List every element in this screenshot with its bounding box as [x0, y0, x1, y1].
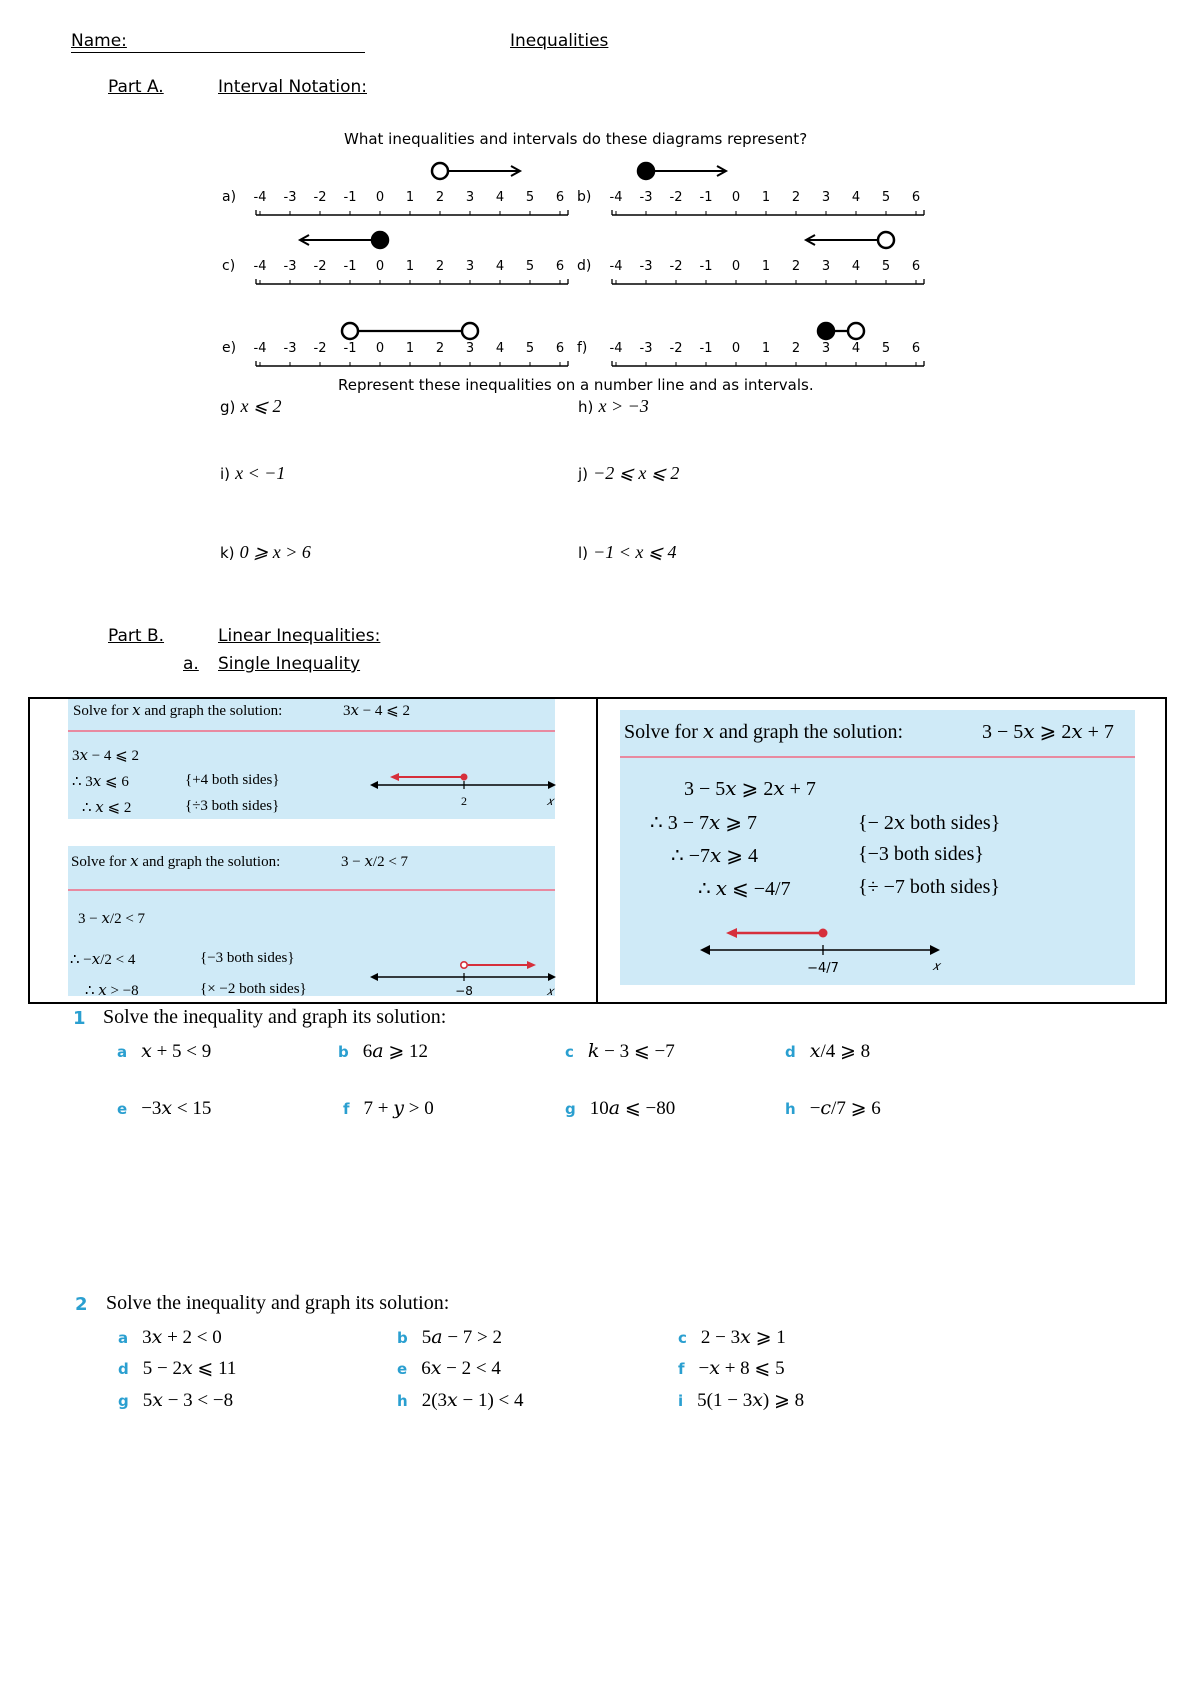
- example-2-divider: [68, 889, 555, 891]
- tick-label: 2: [435, 259, 445, 274]
- ineq-h: h) x > −3: [578, 396, 649, 416]
- tick-label: -1: [343, 341, 357, 356]
- q1-item-d: d 𝑥/4 ⩾ 8: [785, 1041, 871, 1062]
- table-divider: [596, 697, 598, 1002]
- diagram-label: f): [577, 340, 588, 356]
- tick-label: -1: [343, 259, 357, 274]
- diagram-label: c): [222, 258, 236, 274]
- ex3-line-2: ∴ 3 − 7𝑥 ⩾ 7: [650, 812, 758, 834]
- q1-item-a: a 𝑥 + 5 < 9: [117, 1041, 212, 1062]
- tick-label: -4: [253, 259, 267, 274]
- tick-label: 1: [405, 259, 415, 274]
- ineq-j: j) −2 ⩽ x ⩽ 2: [578, 463, 680, 483]
- tick-label: 5: [881, 190, 891, 205]
- tick-label: -3: [283, 190, 297, 205]
- tick-label: -2: [313, 190, 327, 205]
- example-3-problem: 3 − 5𝑥 ⩾ 2𝑥 + 7: [982, 721, 1114, 743]
- tick-label: 0: [731, 341, 741, 356]
- ex1-tick-label: 2: [461, 794, 467, 808]
- tick-label: 6: [555, 259, 565, 274]
- diagram-label: b): [577, 189, 592, 205]
- part-a-instruction: What inequalities and intervals do these diagrams represent?: [344, 130, 808, 148]
- tick-label: 3: [465, 341, 475, 356]
- ex3-line-3: ∴ −7𝑥 ⩾ 4: [671, 845, 759, 867]
- ex1-line-2: ∴ 3𝑥 ⩽ 6: [72, 774, 129, 790]
- ex2-tick-label: −8: [455, 984, 473, 998]
- ex2-reason-2: {−3 both sides}: [200, 950, 295, 966]
- part-b-sub-title: Single Inequality: [218, 654, 361, 674]
- tick-label: 0: [375, 259, 385, 274]
- example-3-graph: [700, 920, 950, 980]
- ex2-line-3: ∴ 𝑥 > −8: [85, 983, 139, 999]
- tick-label: -1: [699, 190, 713, 205]
- ex3-reason-2: {− 2𝑥 both sides}: [858, 812, 1001, 834]
- tick-label: -2: [313, 341, 327, 356]
- ineq-k: k) 0 ⩾ x > 6: [220, 542, 311, 562]
- tick-label: 1: [405, 190, 415, 205]
- tick-label: -2: [313, 259, 327, 274]
- tick-label: -1: [343, 190, 357, 205]
- tick-label: -3: [639, 190, 653, 205]
- q2-number: 2: [75, 1294, 88, 1315]
- ex1-reason-3: {÷3 both sides}: [185, 798, 280, 814]
- tick-label: 2: [791, 190, 801, 205]
- q2-item-g: g 5𝑥 − 3 < −8: [118, 1390, 234, 1411]
- example-1-graph: [370, 765, 560, 815]
- tick-label: 6: [911, 259, 921, 274]
- ex3-axis-label: 𝑥: [932, 959, 940, 974]
- example-3-prompt: Solve for 𝑥 and graph the solution:: [624, 721, 904, 743]
- number-line-b: [577, 163, 924, 215]
- q1-title: Solve the inequality and graph its solution:: [103, 1006, 447, 1028]
- q2-item-f: f −𝑥 + 8 ⩽ 5: [678, 1358, 785, 1379]
- open-endpoint: [848, 323, 864, 339]
- q2-item-d: d 5 − 2𝑥 ⩽ 11: [118, 1358, 237, 1379]
- open-endpoint: [432, 163, 448, 179]
- tick-label: 4: [851, 190, 861, 205]
- q2-item-b: b 5𝑎 − 7 > 2: [397, 1327, 503, 1348]
- q2-item-h: h 2(3𝑥 − 1) < 4: [397, 1390, 524, 1411]
- ineq-l: l) −1 < x ⩽ 4: [578, 542, 677, 562]
- tick-label: 5: [881, 341, 891, 356]
- tick-label: 4: [495, 341, 505, 356]
- number-line-a: [222, 163, 568, 215]
- q2-item-a: a 3𝑥 + 2 < 0: [118, 1327, 222, 1348]
- name-label: Name:: [71, 31, 127, 51]
- tick-label: -1: [699, 341, 713, 356]
- q1-item-f: f 7 + 𝑦 > 0: [343, 1098, 434, 1119]
- diagram-label: a): [222, 189, 237, 205]
- ex2-axis-label: 𝑥: [546, 984, 554, 998]
- tick-label: 4: [851, 341, 861, 356]
- diagram-label: d): [577, 258, 592, 274]
- q2-title: Solve the inequality and graph its solution:: [106, 1292, 450, 1314]
- number-line-d: [577, 232, 924, 284]
- ineq-g: g) x ⩽ 2: [220, 396, 282, 416]
- tick-label: 3: [821, 259, 831, 274]
- tick-label: 5: [525, 190, 535, 205]
- ex1-reason-2: {+4 both sides}: [185, 772, 280, 788]
- tick-label: -3: [639, 259, 653, 274]
- q1-item-g: g 10𝑎 ⩽ −80: [565, 1098, 676, 1119]
- ex2-line-2: ∴ −𝑥/2 < 4: [70, 952, 136, 968]
- example-1-prompt: Solve for 𝑥 and graph the solution:: [73, 703, 283, 719]
- tick-label: 3: [465, 190, 475, 205]
- tick-label: 1: [761, 259, 771, 274]
- ex2-line-1: 3 − 𝑥/2 < 7: [78, 911, 146, 927]
- page-title: Inequalities: [510, 31, 609, 51]
- q1-item-c: c 𝑘 − 3 ⩽ −7: [565, 1041, 675, 1062]
- tick-label: -2: [669, 341, 683, 356]
- tick-label: 6: [911, 341, 921, 356]
- open-endpoint: [462, 323, 478, 339]
- part-a-label: Part A.: [108, 77, 164, 97]
- q1-item-e: e −3𝑥 < 15: [117, 1098, 212, 1119]
- q2-item-c: c 2 − 3𝑥 ⩾ 1: [678, 1327, 786, 1348]
- ex2-reason-3: {× −2 both sides}: [200, 981, 307, 997]
- tick-label: -4: [609, 341, 623, 356]
- tick-label: 4: [495, 190, 505, 205]
- tick-label: -4: [609, 190, 623, 205]
- tick-label: 5: [525, 259, 535, 274]
- number-line-c: [222, 232, 568, 284]
- tick-label: 3: [465, 259, 475, 274]
- ex1-axis-label: 𝑥: [546, 794, 554, 808]
- tick-label: 2: [791, 259, 801, 274]
- q1-item-h: h −𝑐/7 ⩾ 6: [785, 1098, 881, 1119]
- example-2-prompt: Solve for 𝑥 and graph the solution:: [71, 854, 281, 870]
- tick-label: -2: [669, 259, 683, 274]
- tick-label: 1: [761, 190, 771, 205]
- open-endpoint: [878, 232, 894, 248]
- tick-label: 6: [555, 190, 565, 205]
- q2-item-i: i 5(1 − 3𝑥) ⩾ 8: [678, 1390, 805, 1411]
- tick-label: 3: [821, 190, 831, 205]
- tick-label: 3: [821, 341, 831, 356]
- q1-number: 1: [73, 1008, 86, 1029]
- tick-label: 1: [405, 341, 415, 356]
- ex3-line-1: 3 − 5𝑥 ⩾ 2𝑥 + 7: [684, 778, 816, 800]
- closed-endpoint: [372, 232, 388, 248]
- closed-endpoint: [818, 323, 834, 339]
- example-2-graph: [370, 955, 560, 999]
- tick-label: -3: [283, 341, 297, 356]
- tick-label: 2: [435, 190, 445, 205]
- tick-label: -1: [699, 259, 713, 274]
- ex3-tick-label: −4/7: [807, 961, 839, 976]
- number-line-diagrams: [0, 0, 1200, 380]
- tick-label: 5: [881, 259, 891, 274]
- q2-item-e: e 6𝑥 − 2 < 4: [397, 1358, 501, 1379]
- ex1-line-1: 3𝑥 − 4 ⩽ 2: [72, 748, 139, 764]
- tick-label: 4: [851, 259, 861, 274]
- part-a-title: Interval Notation:: [218, 77, 367, 97]
- tick-label: -4: [609, 259, 623, 274]
- ex3-line-4: ∴ 𝑥 ⩽ −4/7: [698, 878, 791, 900]
- tick-label: 0: [375, 190, 385, 205]
- example-1-problem: 3𝑥 − 4 ⩽ 2: [343, 703, 410, 719]
- ineq-i: i) x < −1: [220, 463, 286, 483]
- tick-label: 0: [731, 259, 741, 274]
- tick-label: 0: [375, 341, 385, 356]
- open-endpoint: [342, 323, 358, 339]
- tick-label: 6: [911, 190, 921, 205]
- tick-label: 6: [555, 341, 565, 356]
- number-line-e: [222, 323, 568, 366]
- tick-label: 4: [495, 259, 505, 274]
- ex3-reason-3: {−3 both sides}: [858, 843, 985, 865]
- tick-label: 5: [525, 341, 535, 356]
- number-line-f: [577, 323, 924, 366]
- example-3-divider: [620, 756, 1135, 758]
- tick-label: 2: [435, 341, 445, 356]
- part-b-sub-label: a.: [183, 654, 199, 674]
- tick-label: -3: [283, 259, 297, 274]
- part-b-title: Linear Inequalities:: [218, 626, 381, 646]
- example-1-divider: [68, 730, 555, 732]
- ex1-line-3: ∴ 𝑥 ⩽ 2: [82, 800, 132, 816]
- tick-label: -3: [639, 341, 653, 356]
- q1-item-b: b 6𝑎 ⩾ 12: [338, 1041, 428, 1062]
- part-b-label: Part B.: [108, 626, 165, 646]
- tick-label: 0: [731, 190, 741, 205]
- diagram-label: e): [222, 340, 237, 356]
- ex3-reason-4: {÷ −7 both sides}: [858, 876, 1001, 898]
- tick-label: -4: [253, 341, 267, 356]
- tick-label: -2: [669, 190, 683, 205]
- tick-label: -4: [253, 190, 267, 205]
- tick-label: 1: [761, 341, 771, 356]
- part-a-instruction-2: Represent these inequalities on a number line and as intervals.: [338, 376, 814, 394]
- example-2-problem: 3 − 𝑥/2 < 7: [341, 854, 409, 870]
- tick-label: 2: [791, 341, 801, 356]
- closed-endpoint: [638, 163, 654, 179]
